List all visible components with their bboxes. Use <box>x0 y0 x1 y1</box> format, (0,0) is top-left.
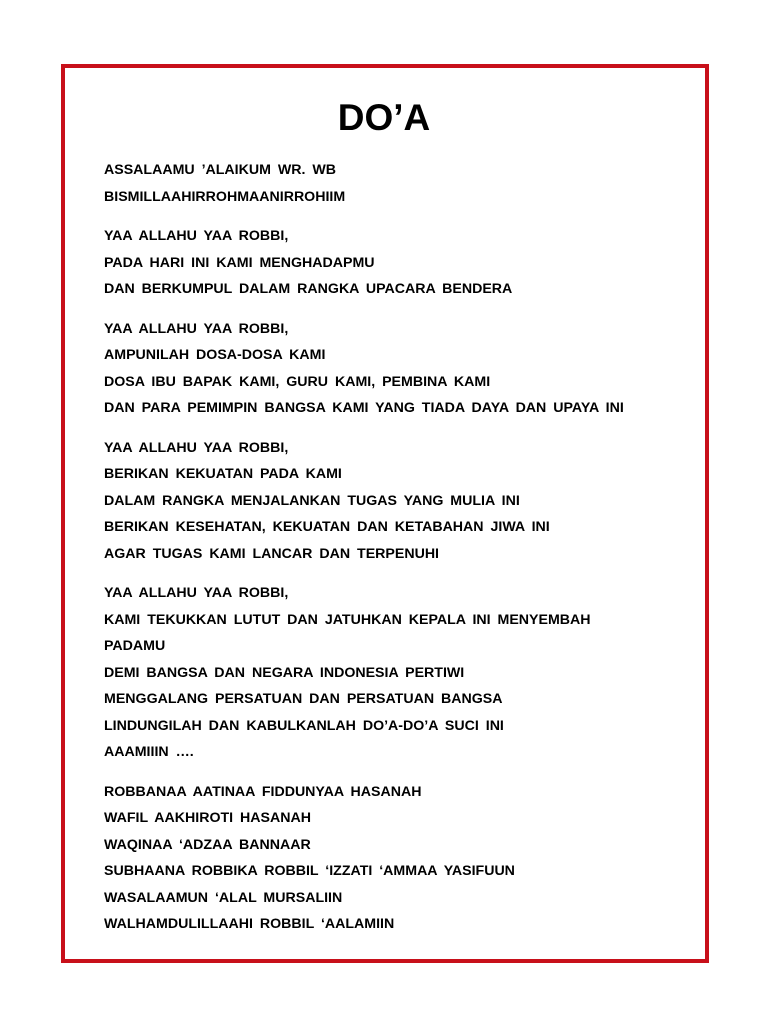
text-line: LINDUNGILAH DAN KABULKANLAH DO’A-DO’A SUCI INI <box>104 717 504 734</box>
text-line: DEMI BANGSA DAN NEGARA INDONESIA PERTIWI <box>104 664 465 681</box>
text-line: YAA ALLAHU YAA ROBBI, <box>104 320 289 337</box>
stanza <box>104 580 704 766</box>
text-line: KAMI TEKUKKAN LUTUT DAN JATUHKAN KEPALA INI MENYEMBAH <box>104 611 591 628</box>
text-line: YAA ALLAHU YAA ROBBI, <box>104 228 289 244</box>
text-line: PADAMU <box>104 638 166 654</box>
text-line: SUBHAANA ROBBIKA ROBBIL ‘IZZATI ‘AMMAA YASIFUUN <box>104 863 515 879</box>
text-line: WAFIL AAKHIROTI HASANAH <box>104 810 311 826</box>
text-line: WALHAMDULILLAAHI ROBBIL ‘AALAMIIN <box>104 916 395 932</box>
text-line: MENGGALANG PERSATUAN DAN PERSATUAN BANGSA <box>104 691 503 707</box>
text-line: DAN PARA PEMIMPIN BANGSA KAMI YANG TIADA DAYA DAN UPAYA INI <box>104 400 624 416</box>
text-line: AMPUNILAH DOSA-DOSA KAMI <box>104 347 326 363</box>
text-line: ASSALAAMU ’ALAIKUM WR. WB <box>104 162 337 178</box>
stanza <box>104 157 704 210</box>
text-line: WASALAAMUN ‘ALAL MURSALIIN <box>104 889 343 906</box>
text-line: BERIKAN KESEHATAN, KEKUATAN DAN KETABAHAN JIWA INI <box>104 519 550 535</box>
stanza <box>104 223 704 303</box>
text-line: AAAMIIIN …. <box>104 744 194 760</box>
stanza <box>104 316 704 422</box>
stanza <box>104 435 704 568</box>
text-line: YAA ALLAHU YAA ROBBI, <box>104 585 289 601</box>
text-line: AGAR TUGAS KAMI LANCAR DAN TERPENUHI <box>104 545 440 562</box>
text-line: DAN BERKUMPUL DALAM RANGKA UPACARA BENDERA <box>104 281 513 297</box>
text-line: DALAM RANGKA MENJALANKAN TUGAS YANG MULIA INI <box>104 492 520 509</box>
text-line: DOSA IBU BAPAK KAMI, GURU KAMI, PEMBINA KAMI <box>104 373 491 390</box>
text-line: BERIKAN KEKUATAN PADA KAMI <box>104 466 342 482</box>
text-line: ROBBANAA AATINAA FIDDUNYAA HASANAH <box>104 783 422 800</box>
page-title: DO’A <box>337 97 431 138</box>
stanza <box>104 779 704 938</box>
text-line: YAA ALLAHU YAA ROBBI, <box>104 439 289 456</box>
text-line: BISMILLAAHIRROHMAANIRROHIIM <box>104 188 346 205</box>
prayer-text <box>104 157 704 951</box>
text-line: PADA HARI INI KAMI MENGHADAPMU <box>104 254 375 271</box>
text-line: WAQINAA ‘ADZAA BANNAAR <box>104 836 311 853</box>
